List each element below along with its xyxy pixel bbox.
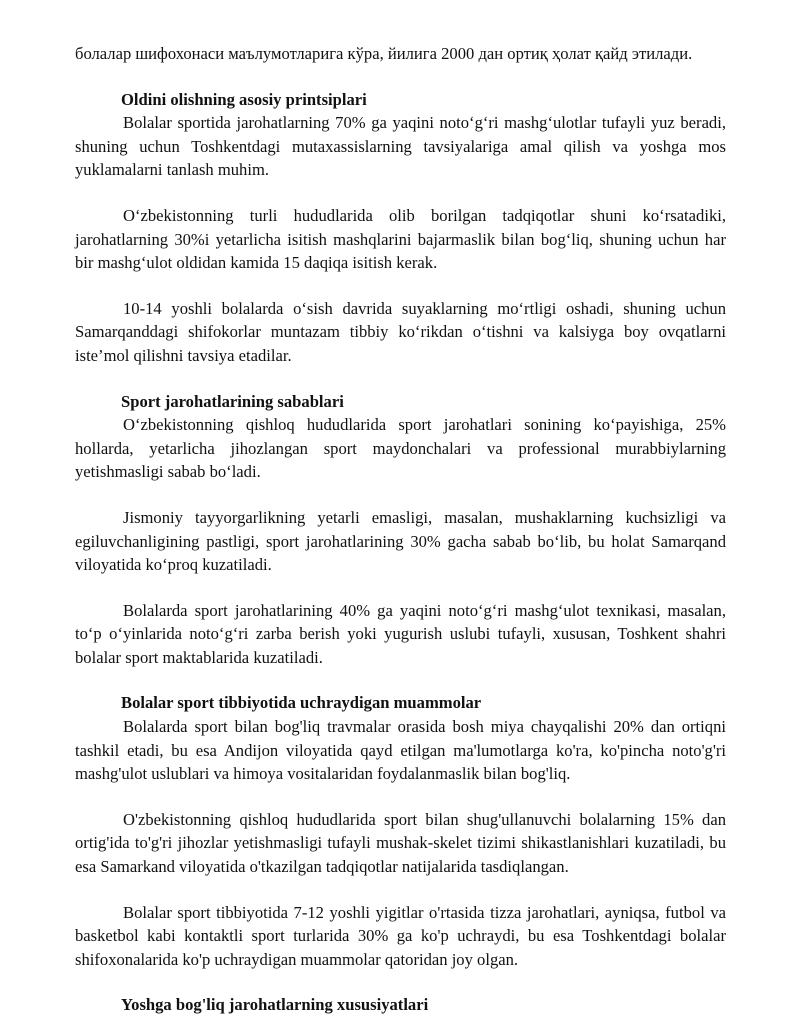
section-heading: Sport jarohatlarining sabablari (121, 391, 344, 411)
paragraph: O'zbekistonning qishloq hududlarida sport bilan shug'ullanuvchi bolalarning 15% dan ortig'ida to'g'ri jihozlar yetishmasligi tufayli mushak-skelet tizimi shikastlanishlari kuzatiladi, bu esa Samarkand viloyatida o'tkazilgan tadqiqotlar natijalarida tasdiqlangan. (75, 809, 726, 877)
section-injury-causes (75, 390, 726, 670)
paragraph: O‘zbekistonning qishloq hududlarida sport jarohatlari sonining ko‘payishiga, 25% hollarda, yetarlicha jihozlangan sport maydonchalari va professional murabbiylarning yetishmasligi sabab bo‘ladi. (75, 415, 726, 482)
paragraph: Bolalar sport tibbiyotida 7-12 yoshli yigitlar o'rtasida tizza jarohatlari, ayniqsa, futbol va basketbol kabi kontaktli sport turlarida 30% ga ko'p uchraydi, bu esa Toshkentdagi bolalar shifoxonalarida ko'p uchraydigan muammolar qatoridan joy olgan. (75, 902, 726, 969)
intro-paragraph: болалар шифохонаси маълумотларига кўра, йилига 2000 дан ортиқ ҳолат қайд этилади. (75, 44, 693, 63)
section-prevention-principles (75, 88, 726, 368)
section-sports-medicine-problems (75, 691, 726, 971)
section-heading: Bolalar sport tibbiyotida uchraydigan muammolar (121, 693, 482, 713)
section-heading: Yoshga bog'liq jarohatlarning xususiyatlari (121, 995, 429, 1015)
section-heading: Oldini olishning asosiy printsiplari (121, 89, 367, 109)
paragraph: Bolalarda sport bilan bog'liq travmalar orasida bosh miya chayqalishi 20% dan ortiqni tashkil etadi, bu esa Andijon viloyatida qayd etilgan ma'lumotlarga ko'ra, ko'pincha noto'g'ri mashg'ulot uslublari va himoya vositalaridan foydalanmaslik bilan bog'liq. (75, 717, 726, 784)
document-page (75, 42, 726, 1017)
paragraph: Bolalarda sport jarohatlarining 40% ga yaqini noto‘g‘ri mashg‘ulot texnikasi, masalan, to‘p o‘yinlarida noto‘g‘ri zarba berish yoki yugurish uslubi tufayli, xususan, Toshkent shahri bolalar sport maktablarida kuzatiladi. (75, 600, 726, 667)
paragraph: Jismoniy tayyorgarlikning yetarli emasligi, masalan, mushaklarning kuchsizligi va egiluvchanligining pastligi, sport jarohatlarining 30% gacha sabab bo‘lib, bu holat Samarqand viloyatida ko‘proq kuzatiladi. (75, 507, 726, 575)
paragraph: 10-14 yoshli bolalarda o‘sish davrida suyaklarning mo‘rtligi oshadi, shuning uchun Samarqanddagi shifokorlar muntazam tibbiy ko‘rikdan o‘tishni va kalsiyga boy ovqatlarni iste’mol qilishni tavsiya etadilar. (75, 298, 726, 365)
paragraph: Bolalar sportida jarohatlarning 70% ga yaqini noto‘g‘ri mashg‘ulotlar tufayli yuz beradi, shuning uchun Toshkentdagi mutaxassislarning tavsiyalariga amal qilish va yoshga mos yuklamalarni tanlash muhim. (75, 113, 726, 180)
paragraph: O‘zbekistonning turli hududlarida olib borilgan tadqiqotlar shuni ko‘rsatadiki, jarohatlarning 30%i yetarlicha isitish mashqlarini bajarmaslik bilan bog‘liq, shuning uchun har bir mashg‘ulot oldidan kamida 15 daqiqa isitish kerak. (75, 205, 726, 273)
section-age-related-injuries (75, 993, 726, 1017)
